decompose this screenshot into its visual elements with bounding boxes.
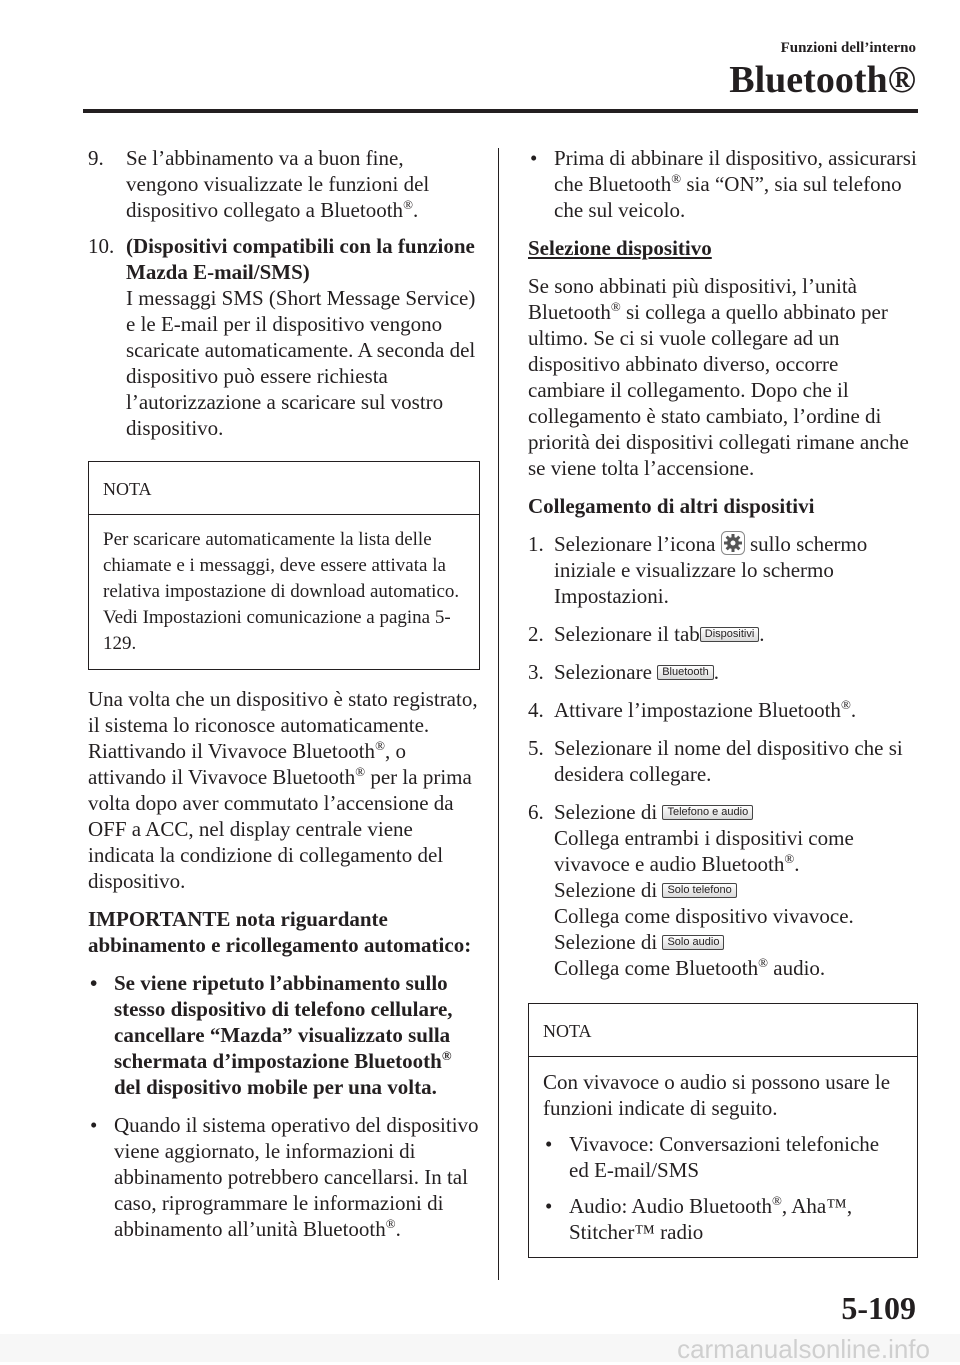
device-selection-heading: Selezione dispositivo [528, 236, 712, 260]
header-rule [83, 109, 918, 113]
note-heading: NOTA [529, 1004, 917, 1057]
step-3: 3. Selezionare Bluetooth . [528, 660, 719, 684]
note-heading: NOTA [89, 462, 479, 515]
bullet-before-pairing: • Prima di abbinare il dispositivo, assicurarsi che Bluetooth® sia “ON”, sia sul telefono che sul veicolo. [530, 146, 917, 222]
phone-and-audio-button[interactable]: Telefono e audio [662, 805, 753, 820]
page-number: 5-109 [841, 1290, 916, 1326]
note-content: Con vivavoce o audio si possono usare le funzioni indicate di seguito. • Vivavoce: Conversazioni telefoniche ed E-mail/SMS • Audio: Audio Bluetooth®, Aha™, Stitcher™ radio [529, 1057, 917, 1257]
step-4: 4. Attivare l’impostazione Bluetooth®. [528, 697, 857, 722]
bullet-repair: • Se viene ripetuto l’abbinamento sullo stesso dispositivo di telefono cellulare, cancellare “Mazda” visualizzato sulla schermata d’impostazione Bluetooth® del dispositivo mobile per una volta. [90, 971, 453, 1099]
note-box-left [88, 461, 480, 670]
note-bullet-audio: • Audio: Audio Bluetooth®, Aha™, Stitcher™ radio [545, 1193, 853, 1244]
left-column [88, 145, 480, 1242]
page-title: Bluetooth® [729, 59, 916, 101]
important-heading: IMPORTANTE nota riguardante abbinamento e ricollegamento automatico: [88, 907, 472, 957]
connect-other-heading: Collegamento di altri dispositivi [528, 494, 815, 518]
note-bullet-handsfree: • Vivavoce: Conversazioni telefoniche ed E-mail/SMS [545, 1132, 880, 1182]
note-box-right [528, 1003, 918, 1258]
step-9: 9. Se l’abbinamento va a buon fine, vengono visualizzate le funzioni del dispositivo collegato a Bluetooth®. [88, 146, 430, 222]
devices-tab-button[interactable]: Dispositivi [700, 627, 760, 642]
step-10-text: I messaggi SMS (Short Message Service) e le E-mail per il dispositivo vengono scaricate automaticamente. A seconda del dispositivo può essere richiesta l’autorizzazione a scaricare sul vostro dispositivo. [126, 286, 476, 440]
bullet-os-update: • Quando il sistema operativo del dispositivo viene aggiornato, le informazioni di abbinamento potrebbero cancellarsi. In tal caso, riprogrammare le informazioni di abbinamento all’unità Bluetooth®. [90, 1113, 479, 1241]
watermark: carmanualsonline.info [0, 1334, 960, 1362]
step-6: 6. Selezione di Telefono e audio Collega entrambi i dispositivi come vivavoce e audio Bluetooth®. Selezione di Solo telefono Collega come dispositivo vivavoce. Selezione di Solo audio Collega come Bluetooth® audio. [528, 800, 854, 980]
right-column [528, 145, 918, 1258]
auto-connection-paragraph: Una volta che un dispositivo è stato registrato, il sistema lo riconosce automaticamente. Riattivando il Vivavoce Bluetooth®, o attivando il Vivavoce Bluetooth® per la prima volta dopo aver commutato l’accensione da OFF a ACC, nel display centrale viene indicata la condizione di collegamento del dispositivo. [88, 687, 478, 893]
settings-gear-icon [721, 531, 745, 555]
phone-only-button[interactable]: Solo telefono [662, 883, 736, 898]
bluetooth-button[interactable]: Bluetooth [657, 665, 713, 680]
step-5: 5. Selezionare il nome del dispositivo che si desidera collegare. [528, 736, 903, 786]
device-selection-paragraph: Se sono abbinati più dispositivi, l’unità Bluetooth® si collega a quello abbinato per ultimo. Se ci si vuole collegare ad un dispositivo abbinato diverso, occorre cambiare il collegamento. Dopo che il collegamento è stato cambiato, l’ordine di priorità dei dispositivi collegati rimane anche se viene tolta l’accensione. [528, 274, 909, 480]
audio-only-button[interactable]: Solo audio [662, 935, 724, 950]
column-divider [498, 148, 499, 1280]
note-text: Per scaricare automaticamente la lista delle chiamate e i messaggi, deve essere attivata la relativa impostazione di download automatico. Vedi Impostazioni comunicazione a pagina 5-129. [103, 529, 460, 654]
step-10-heading: (Dispositivi compatibili con la funzione Mazda E-mail/SMS) [126, 234, 475, 284]
step-10: 10. (Dispositivi compatibili con la funzione Mazda E-mail/SMS) I messaggi SMS (Short Message Service) e le E-mail per il dispositivo vengono scaricate automaticamente. A seconda del dispositivo può essere richiesta l’autorizzazione a scaricare sul vostro dispositivo. [88, 233, 480, 441]
section-title: Funzioni dell’interno [780, 40, 916, 56]
step-2: 2. Selezionare il tab Dispositivi . [528, 622, 765, 646]
step-1: 1. Selezionare l’icona sullo schermo iniziale e visualizzare lo schermo Impostazioni. [528, 532, 868, 608]
